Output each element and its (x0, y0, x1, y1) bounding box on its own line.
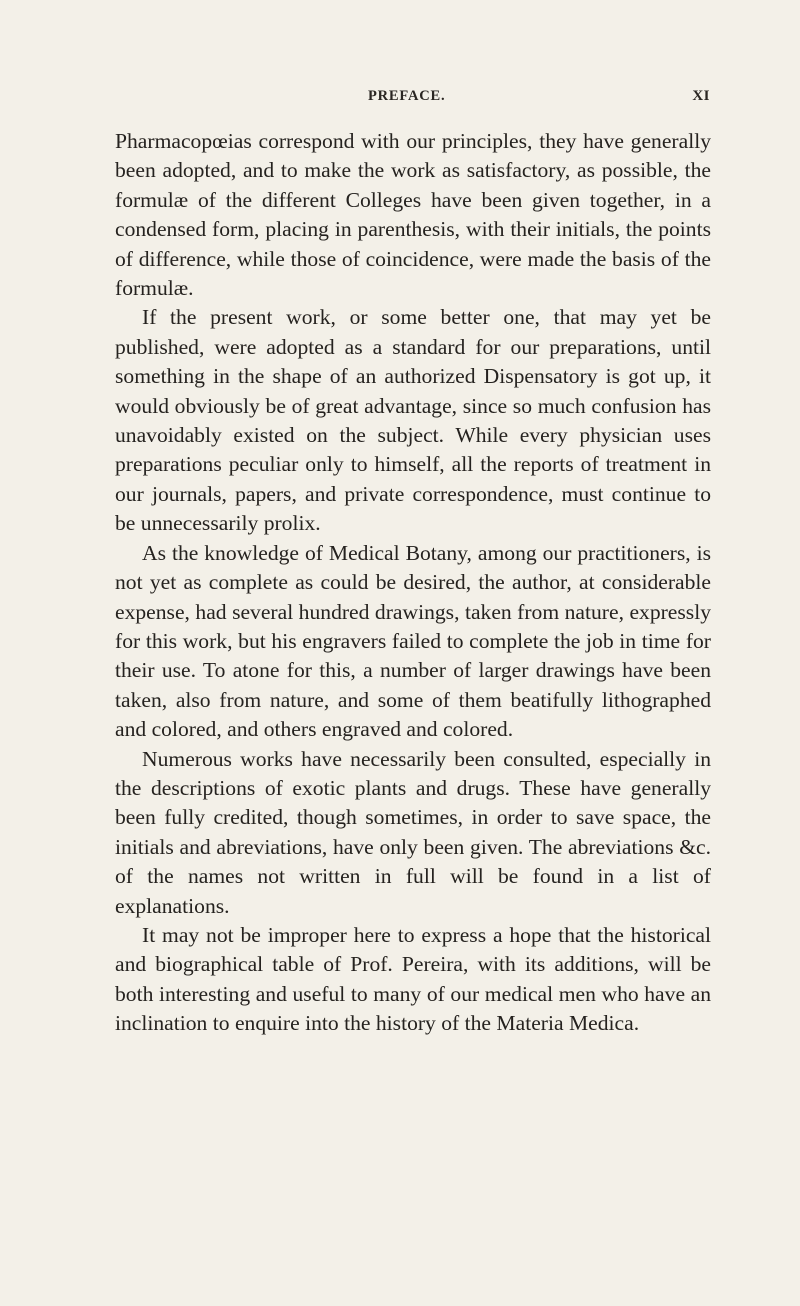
running-header (120, 88, 710, 110)
body-text (115, 127, 711, 1039)
paragraph-4: Numerous works have necessarily been consulted, especially in the descriptions of exotic plants and drugs. These have generally been fully credited, though sometimes, in order to save space, the initials and abreviations, have only been given. The abreviations &c. of the names not written in full will be found in a list of explanations. (115, 746, 711, 918)
paragraph-3: As the knowledge of Medical Botany, among our practitioners, is not yet as complete as could be desired, the author, at considerable expense, had several hundred drawings, taken from nature, expressly for this work, but his engravers failed to complete the job in time for their use. To atone for this, a number of larger drawings have been taken, also from nature, and some of them beatifully lithographed and colored, and others engraved and colored. (115, 540, 711, 742)
paragraph-1: Pharmacopœias correspond with our principles, they have generally been adopted, and to make the work as satisfactory, as possible, the formulæ of the different Colleges have been given together, in a condensed form, placing in parenthesis, with their initials, the points of difference, while those of coincidence, were made the basis of the formulæ. (115, 129, 711, 301)
header-title: PREFACE. (368, 88, 446, 104)
page-number: XI (692, 88, 710, 104)
paragraph-2: If the present work, or some better one, that may yet be published, were adopted as a standard for our preparations, until something in the shape of an authorized Dispensatory is got up, it would obviously be of great advantage, since so much confusion has unavoidably existed on the subject. While every physician uses preparations peculiar only to himself, all the reports of treatment in our journals, papers, and private correspondence, must continue to be unnecessarily prolix. (115, 305, 711, 536)
paragraph-5: It may not be improper here to express a hope that the historical and biographical table of Prof. Pereira, with its additions, will be both interesting and useful to many of our medical men who have an inclination to enquire into the history of the Materia Medica. (115, 922, 711, 1036)
